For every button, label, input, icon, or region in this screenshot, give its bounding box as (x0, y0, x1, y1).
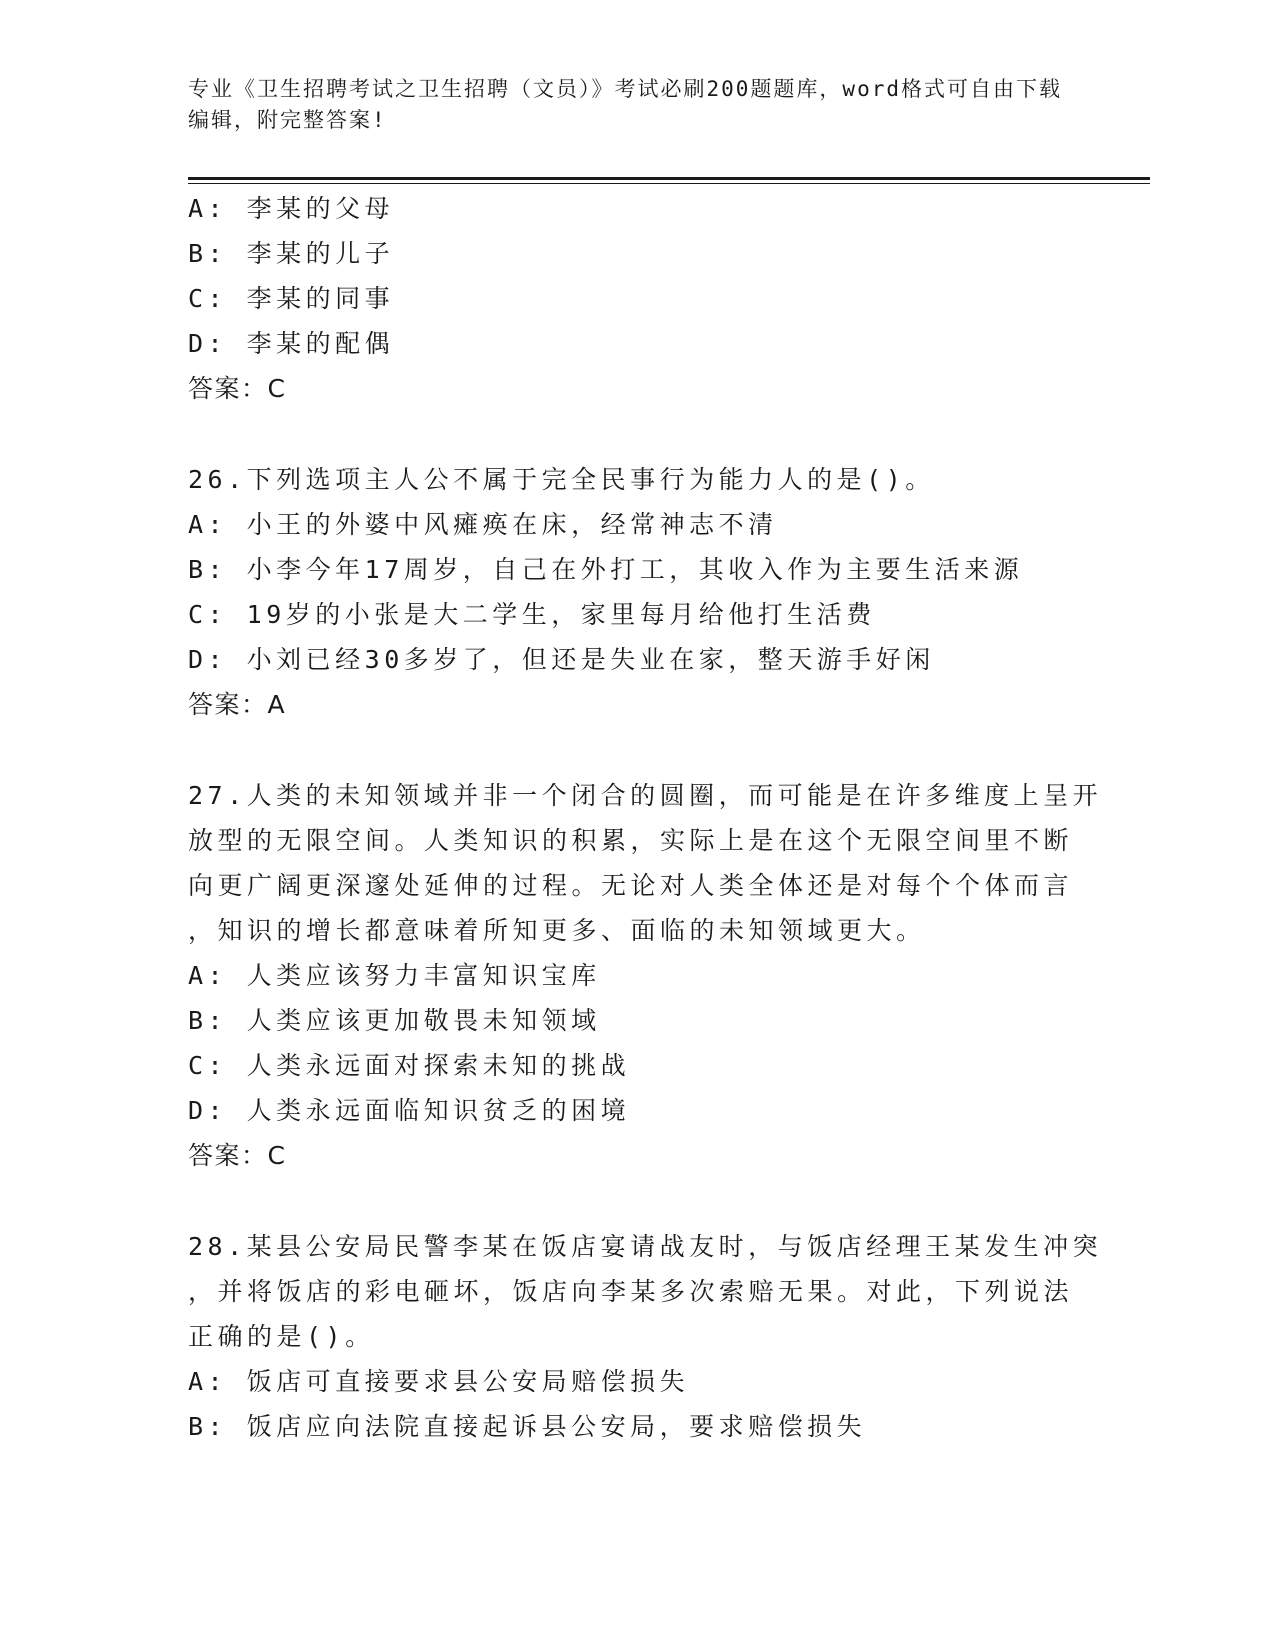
q26-option-d: D: 小刘已经30多岁了，但还是失业在家，整天游手好闲 (188, 645, 935, 674)
q25-option-b: B: 李某的儿子 (188, 239, 395, 268)
q28-stem-line-2: ，并将饭店的彩电砸坏，饭店向李某多次索赔无果。对此，下列说法 (188, 1277, 1074, 1306)
q27-option-b: B: 人类应该更加敬畏未知领域 (188, 1006, 601, 1035)
q27-stem-line-3: 向更广阔更深邃处延伸的过程。无论对人类全体还是对每个个体而言 (188, 871, 1074, 900)
q28-option-b: B: 饭店应向法院直接起诉县公安局，要求赔偿损失 (188, 1412, 867, 1441)
q25-option-a: A: 李某的父母 (188, 194, 395, 223)
q27-option-a: A: 人类应该努力丰富知识宝库 (188, 961, 601, 990)
q25-answer: 答案：C (188, 374, 287, 403)
q27-option-d: D: 人类永远面临知识贫乏的困境 (188, 1096, 631, 1125)
q27-option-c: C: 人类永远面对探索未知的挑战 (188, 1051, 631, 1080)
q28-stem-line-1: 28.某县公安局民警李某在饭店宴请战友时，与饭店经理王某发生冲突 (188, 1232, 1103, 1261)
q28-option-a: A: 饭店可直接要求县公安局赔偿损失 (188, 1367, 690, 1396)
q28-stem-line-3: 正确的是()。 (188, 1322, 375, 1351)
header-divider-thin (188, 183, 1150, 184)
q26-option-b: B: 小李今年17周岁，自己在外打工，其收入作为主要生活来源 (188, 555, 1024, 584)
q27-answer: 答案：C (188, 1141, 287, 1170)
q27-stem-line-1: 27.人类的未知领域并非一个闭合的圆圈，而可能是在许多维度上呈开 (188, 781, 1103, 810)
q25-option-d: D: 李某的配偶 (188, 329, 395, 358)
q26-option-c: C: 19岁的小张是大二学生，家里每月给他打生活费 (188, 600, 876, 629)
header-divider-thick (188, 177, 1150, 180)
q25-option-c: C: 李某的同事 (188, 284, 395, 313)
q26-stem: 26.下列选项主人公不属于完全民事行为能力人的是()。 (188, 465, 935, 494)
q27-stem-line-4: ，知识的增长都意味着所知更多、面临的未知领域更大。 (188, 916, 926, 945)
q26-option-a: A: 小王的外婆中风瘫痪在床，经常神志不清 (188, 510, 778, 539)
q27-stem-line-2: 放型的无限空间。人类知识的积累，实际上是在这个无限空间里不断 (188, 826, 1074, 855)
q26-answer: 答案：A (188, 690, 287, 719)
document-header: 专业《卫生招聘考试之卫生招聘（文员）》考试必刷200题题库，word格式可自由下载编辑，附完整答案! (188, 77, 1062, 132)
